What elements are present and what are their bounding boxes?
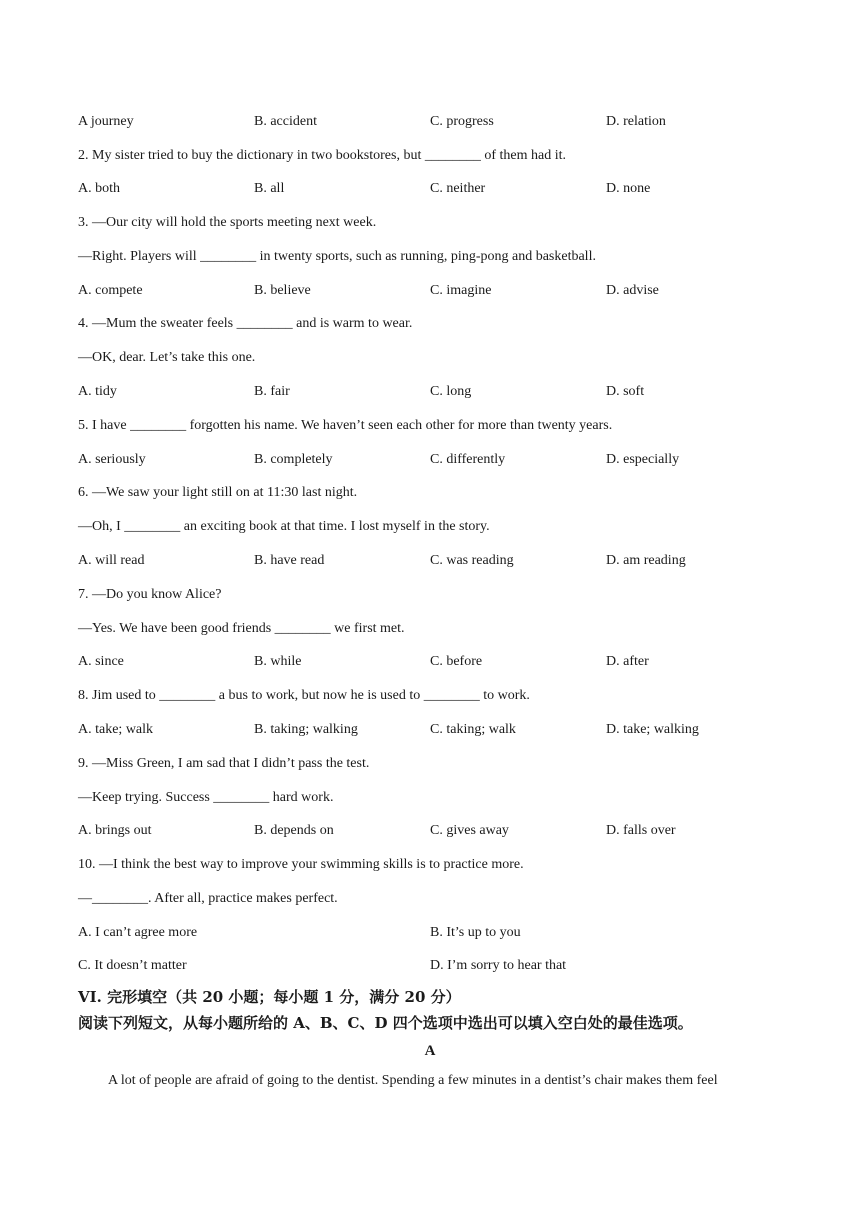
q9-stem-reply: —Keep trying. Success ________ hard work. [78, 790, 334, 805]
q10-options-row2 [78, 956, 778, 976]
q4-stem: 4. —Mum the sweater feels ________ and is warm to wear. [78, 316, 413, 331]
q5-option-d: D. especially [606, 452, 680, 467]
q3-option-b: B. believe [254, 283, 311, 298]
q10-option-b: B. It’s up to you [430, 925, 521, 940]
q3-option-c: C. imagine [430, 283, 492, 298]
q10-option-c: C. It doesn’t matter [78, 958, 187, 973]
q3-stem: 3. —Our city will hold the sports meeting next week. [78, 215, 377, 230]
q5-options [78, 450, 778, 470]
q8-options [78, 720, 778, 740]
q4-option-c: C. long [430, 384, 472, 399]
q7-stem: 7. —Do you know Alice? [78, 587, 222, 602]
q2-options [78, 179, 778, 199]
q7-option-c: C. before [430, 654, 483, 669]
q9-option-b: B. depends on [254, 823, 334, 838]
q6-stem-reply: —Oh, I ________ an exciting book at that time. I lost myself in the story. [78, 519, 490, 534]
q10-option-a: A. I can’t agree more [78, 925, 198, 940]
q1-option-c: C. progress [430, 114, 494, 129]
q2-option-c: C. neither [430, 181, 486, 196]
q2-option-b: B. all [254, 181, 285, 196]
q4-option-d: D. soft [606, 384, 645, 399]
q1-options [78, 112, 778, 132]
q10-stem: 10. —I think the best way to improve your swimming skills is to practice more. [78, 857, 524, 872]
q6-option-a: A. will read [78, 553, 145, 568]
q1-option-d: D. relation [606, 114, 666, 129]
q10-option-d: D. I’m sorry to hear that [430, 958, 567, 973]
q7-options [78, 652, 778, 672]
q2-option-d: D. none [606, 181, 651, 196]
passage-first-line: A lot of people are afraid of going to the dentist. Spending a few minutes in a dentist’s chair makes them feel [108, 1073, 718, 1088]
q7-option-d: D. after [606, 654, 649, 669]
q9-option-a: A. brings out [78, 823, 152, 838]
q4-option-a: A. tidy [78, 384, 117, 399]
q1-option-a: A journey [78, 114, 134, 129]
q6-stem: 6. —We saw your light still on at 11:30 last night. [78, 485, 358, 500]
q3-option-a: A. compete [78, 283, 143, 298]
q9-option-c: C. gives away [430, 823, 509, 838]
q8-stem: 8. Jim used to ________ a bus to work, but now he is used to ________ to work. [78, 688, 530, 703]
q10-stem-reply: —________. After all, practice makes perfect. [78, 891, 338, 906]
q5-option-c: C. differently [430, 452, 506, 467]
q9-stem: 9. —Miss Green, I am sad that I didn’t pass the test. [78, 756, 370, 771]
q6-options [78, 551, 778, 571]
q8-option-d: D. take; walking [606, 722, 699, 737]
q7-option-b: B. while [254, 654, 302, 669]
q2-stem: 2. My sister tried to buy the dictionary in two bookstores, but ________ of them had it. [78, 148, 566, 163]
q9-option-d: D. falls over [606, 823, 676, 838]
q2-option-a: A. both [78, 181, 120, 196]
q5-stem: 5. I have ________ forgotten his name. We haven’t seen each other for more than twenty years. [78, 418, 613, 433]
section-title: VI. 完形填空（共 20 小题；每小题 1 分，满分 20 分） [78, 988, 461, 1006]
q3-stem-reply: —Right. Players will ________ in twenty sports, such as running, ping-pong and basketball. [78, 249, 596, 264]
q3-options [78, 281, 778, 301]
q6-option-b: B. have read [254, 553, 325, 568]
q1-option-b: B. accident [254, 114, 317, 129]
q8-option-a: A. take; walk [78, 722, 154, 737]
q4-options [78, 382, 778, 402]
q4-option-b: B. fair [254, 384, 290, 399]
q7-option-a: A. since [78, 654, 124, 669]
q10-options-row1 [78, 923, 778, 943]
q7-stem-reply: —Yes. We have been good friends ________ we first met. [78, 621, 405, 636]
q4-stem-reply: —OK, dear. Let’s take this one. [78, 350, 256, 365]
q8-option-b: B. taking; walking [254, 722, 358, 737]
q5-option-b: B. completely [254, 452, 333, 467]
q6-option-c: C. was reading [430, 553, 514, 568]
passage-label: A [424, 1043, 436, 1059]
q3-option-d: D. advise [606, 283, 659, 298]
section-instruction: 阅读下列短文，从每小题所给的 A、B、C、D 四个选项中选出可以填入空白处的最佳选项。 [78, 1014, 693, 1032]
q6-option-d: D. am reading [606, 553, 686, 568]
q5-option-a: A. seriously [78, 452, 146, 467]
q8-option-c: C. taking; walk [430, 722, 516, 737]
q9-options [78, 821, 778, 841]
